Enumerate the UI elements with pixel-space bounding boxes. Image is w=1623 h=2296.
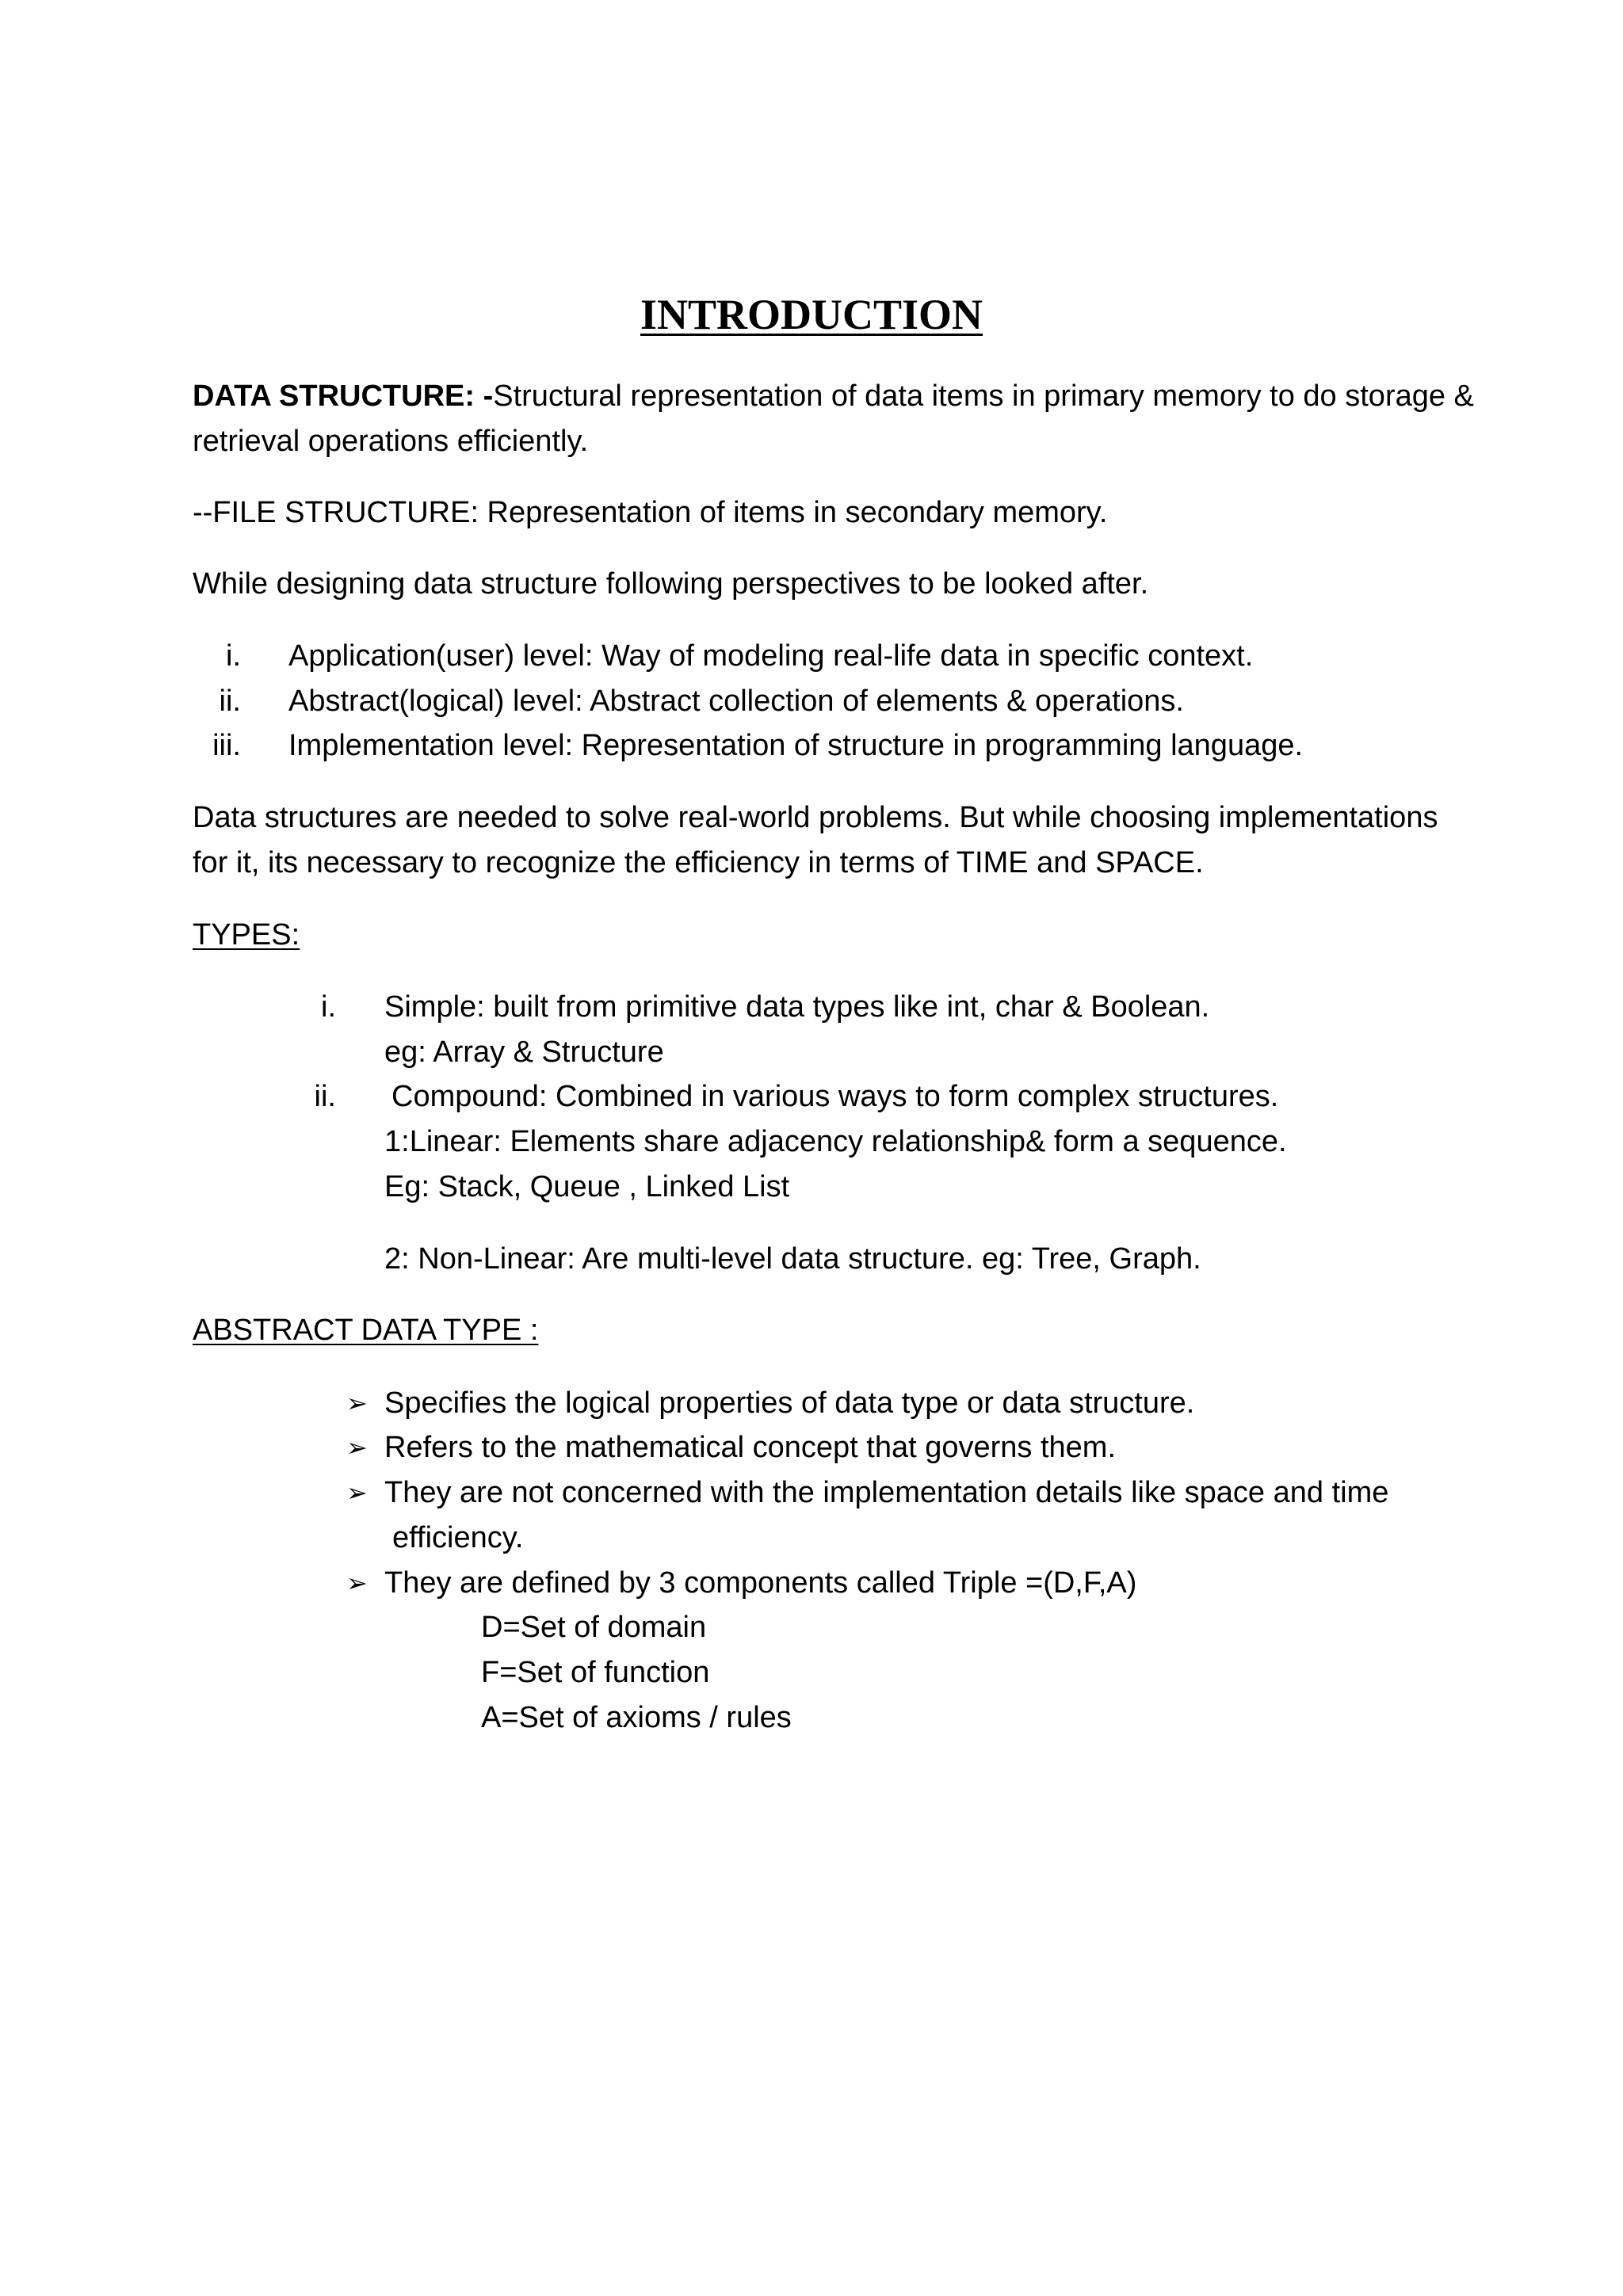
page-title: INTRODUCTION <box>640 291 983 338</box>
need-paragraph-cont: for it, its necessary to recognize the efficiency in terms of TIME and SPACE. <box>193 846 1204 879</box>
type-nonlinear: 2: Non-Linear: Are multi-level data structure. eg: Tree, Graph. <box>384 1242 1201 1276</box>
data-structure-text: Structural representation of data items in primary memory to do storage & <box>493 379 1474 413</box>
need-paragraph: Data structures are needed to solve real-world problems. But while choosing implementations <box>193 801 1438 834</box>
adt-heading: ABSTRACT DATA TYPE : <box>193 1314 539 1347</box>
type-number: i. <box>321 990 336 1024</box>
type-simple: Simple: built from primitive data types like int, char & Boolean. <box>384 990 1210 1024</box>
data-structure-definition <box>193 374 1474 418</box>
type-simple-example: eg: Array & Structure <box>384 1035 664 1069</box>
type-compound: Compound: Combined in various ways to form complex structures. <box>391 1080 1279 1113</box>
type-linear-example: Eg: Stack, Queue , Linked List <box>384 1170 790 1203</box>
perspective-item: Implementation level: Representation of structure in programming language. <box>288 729 1304 762</box>
file-structure-definition: --FILE STRUCTURE: Representation of items in secondary memory. <box>193 496 1108 529</box>
type-number: ii. <box>314 1080 336 1113</box>
perspective-number: i. <box>226 639 241 673</box>
data-structure-term: DATA STRUCTURE: - <box>193 379 494 413</box>
adt-bullet-item: They are not concerned with the implementation details like space and time <box>384 1476 1389 1509</box>
arrow-bullet-icon: ➢ <box>346 1389 368 1417</box>
adt-bullet-item: Refers to the mathematical concept that governs them. <box>384 1431 1117 1464</box>
triple-axioms: A=Set of axioms / rules <box>481 1701 792 1734</box>
adt-bullet-item: They are defined by 3 components called Triple =(D,F,A) <box>384 1566 1137 1600</box>
arrow-bullet-icon: ➢ <box>346 1433 368 1462</box>
adt-bullet-item: Specifies the logical properties of data type or data structure. <box>384 1386 1195 1420</box>
arrow-bullet-icon: ➢ <box>346 1478 368 1507</box>
triple-domain: D=Set of domain <box>481 1611 707 1644</box>
perspectives-intro: While designing data structure following perspectives to be looked after. <box>193 567 1149 601</box>
perspective-number: ii. <box>219 685 241 718</box>
arrow-bullet-icon: ➢ <box>346 1569 368 1597</box>
perspective-item: Abstract(logical) level: Abstract collection of elements & operations. <box>288 685 1184 718</box>
type-linear: 1:Linear: Elements share adjacency relationship& form a sequence. <box>384 1125 1287 1158</box>
types-heading: TYPES: <box>193 918 300 952</box>
data-structure-text-cont: retrieval operations efficiently. <box>193 425 589 458</box>
perspective-item: Application(user) level: Way of modeling real-life data in specific context. <box>288 639 1254 673</box>
perspective-number: iii. <box>212 729 241 762</box>
triple-function: F=Set of function <box>481 1656 710 1689</box>
adt-bullet-item-cont: efficiency. <box>392 1521 524 1554</box>
